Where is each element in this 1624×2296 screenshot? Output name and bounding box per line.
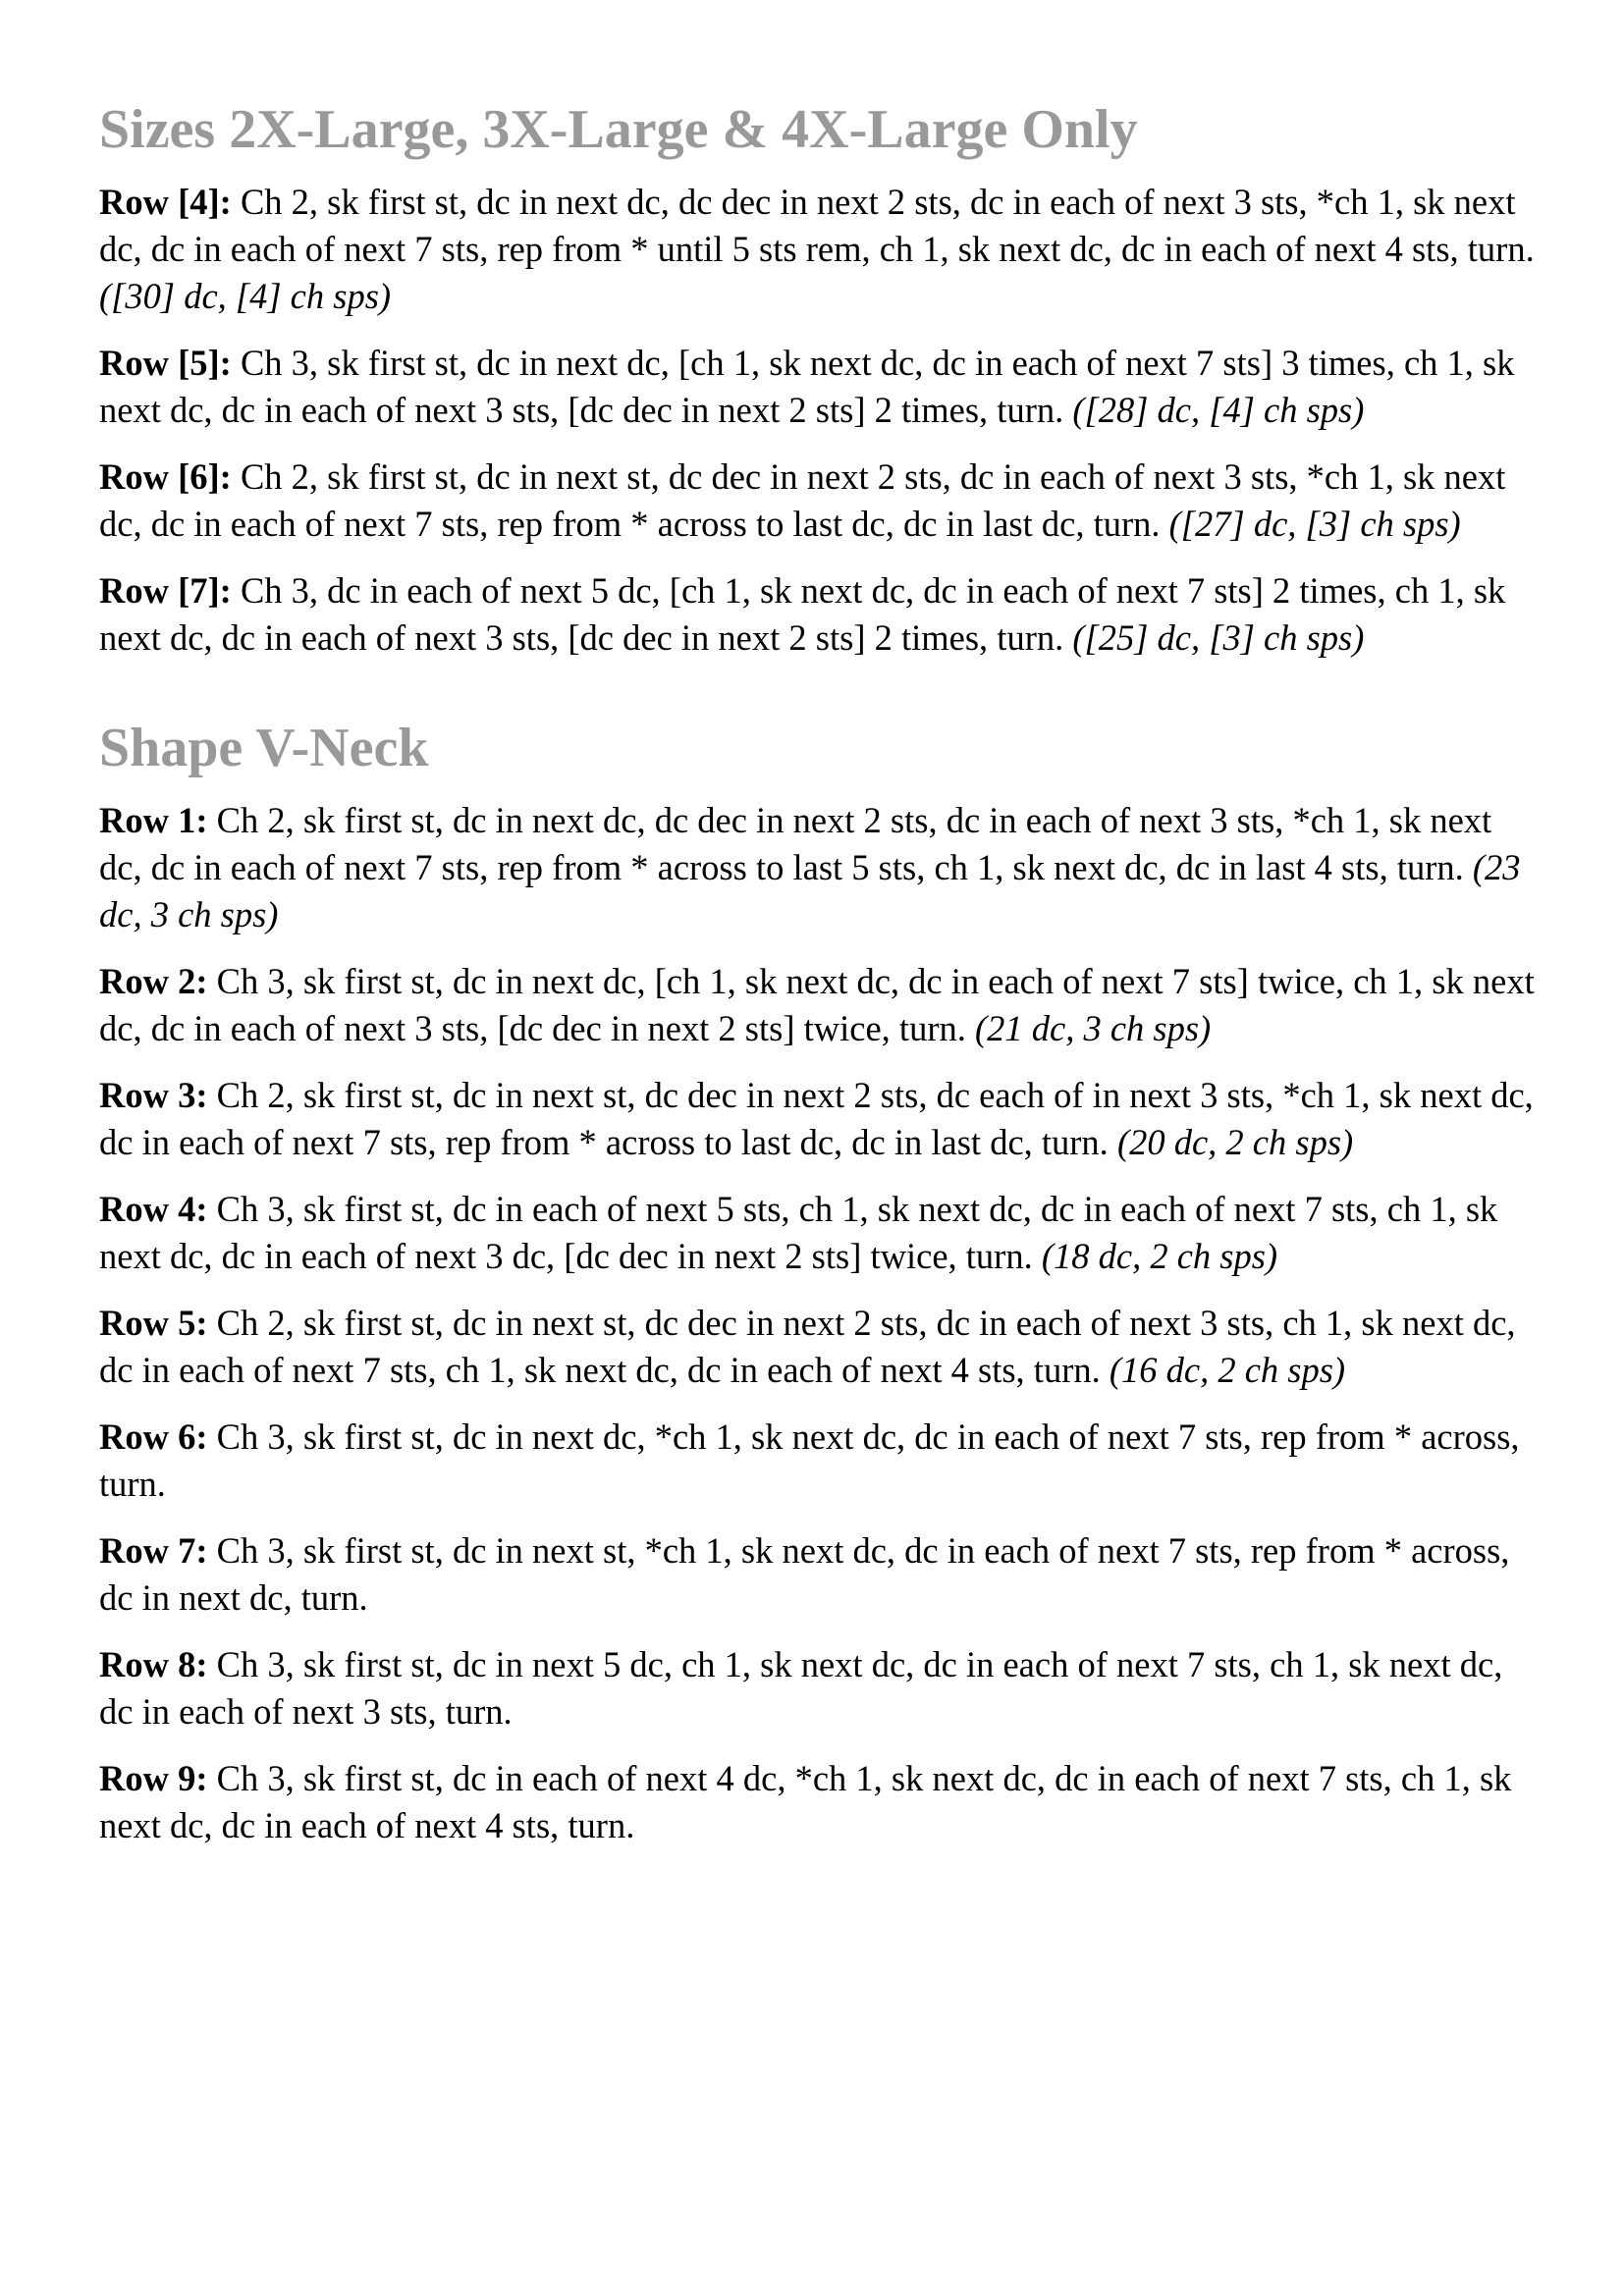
row-instructions: Ch 2, sk first st, dc in next st, dc dec in next 2 sts, dc in each of next 3 sts, *ch 1, sk next dc, dc in each of next 7 sts, rep from * across to last dc, dc in last dc, turn. [99, 456, 1506, 544]
row-label: Row 4: [99, 1189, 208, 1229]
row-label: Row 6: [99, 1416, 208, 1457]
row-label: Row 3: [99, 1075, 208, 1115]
row-stitch-count: ([25] dc, [3] ch sps) [1072, 617, 1365, 658]
row-instructions: Ch 3, sk first st, dc in each of next 5 sts, ch 1, sk next dc, dc in each of next 7 sts, ch 1, sk next dc, dc in each of next 3 dc, [dc dec in next 2 sts] twice, turn. [99, 1189, 1498, 1276]
row-instructions: Ch 3, sk first st, dc in next st, *ch 1, sk next dc, dc in each of next 7 sts, rep from * across, dc in next dc, turn. [99, 1530, 1510, 1618]
pattern-row [99, 1641, 1543, 1735]
row-instructions: Ch 3, sk first st, dc in next dc, *ch 1, sk next dc, dc in each of next 7 sts, rep from * across, turn. [99, 1416, 1520, 1504]
pattern-row [99, 797, 1543, 938]
row-label: Row 2: [99, 961, 208, 1001]
row-instructions: Ch 3, sk first st, dc in next 5 dc, ch 1, sk next dc, dc in each of next 7 sts, ch 1, sk next dc, dc in each of next 3 sts, turn. [99, 1644, 1503, 1732]
row-stitch-count: ([30] dc, [4] ch sps) [99, 276, 392, 316]
row-instructions: Ch 3, sk first st, dc in next dc, [ch 1, sk next dc, dc in each of next 7 sts] twice, ch 1, sk next dc, dc in each of next 3 sts, [dc dec in next 2 sts] twice, turn. [99, 961, 1535, 1048]
pattern-row [99, 454, 1543, 548]
row-label: Row [6]: [99, 456, 232, 497]
row-instructions: Ch 3, dc in each of next 5 dc, [ch 1, sk next dc, dc in each of next 7 sts] 2 times, ch 1, sk next dc, dc in each of next 3 sts, [dc dec in next 2 sts] 2 times, turn. [99, 570, 1506, 658]
pattern-row [99, 1186, 1543, 1280]
pattern-row [99, 179, 1543, 320]
row-stitch-count: ([28] dc, [4] ch sps) [1072, 390, 1365, 430]
pattern-row [99, 1755, 1543, 1849]
row-stitch-count: (23 dc, 3 ch sps) [99, 847, 1521, 934]
pattern-row [99, 1414, 1543, 1508]
row-instructions: Ch 2, sk first st, dc in next dc, dc dec in next 2 sts, dc in each of next 3 sts, *ch 1, sk next dc, dc in each of next 7 sts, rep from * across to last 5 sts, ch 1, sk next dc, dc in last 4 sts, turn. [99, 800, 1492, 887]
pattern-row [99, 1300, 1543, 1394]
row-instructions: Ch 2, sk first st, dc in next st, dc dec in next 2 sts, dc in each of next 3 sts, ch 1, sk next dc, dc in each of next 7 sts, ch 1, sk next dc, dc in each of next 4 sts, turn. [99, 1303, 1516, 1390]
section-heading: Shape V-Neck [99, 718, 429, 778]
row-label: Row 9: [99, 1758, 208, 1798]
row-instructions: Ch 3, sk first st, dc in each of next 4 dc, *ch 1, sk next dc, dc in each of next 7 sts, ch 1, sk next dc, dc in each of next 4 sts, turn. [99, 1758, 1512, 1845]
row-instructions: Ch 2, sk first st, dc in next st, dc dec in next 2 sts, dc each of in next 3 sts, *ch 1, sk next dc, dc in each of next 7 sts, rep from * across to last dc, dc in last dc, turn. [99, 1075, 1534, 1162]
document-page [99, 94, 1543, 1869]
row-stitch-count: (21 dc, 3 ch sps) [974, 1008, 1212, 1048]
pattern-row [99, 1527, 1543, 1622]
row-label: Row [7]: [99, 570, 232, 611]
row-stitch-count: (18 dc, 2 ch sps) [1041, 1236, 1278, 1276]
pattern-row [99, 340, 1543, 434]
row-stitch-count: ([27] dc, [3] ch sps) [1168, 504, 1461, 544]
pattern-row [99, 567, 1543, 662]
row-label: Row 8: [99, 1644, 208, 1684]
row-label: Row [4]: [99, 182, 232, 222]
row-label: Row 7: [99, 1530, 208, 1571]
row-label: Row 1: [99, 800, 208, 840]
section-heading: Sizes 2X-Large, 3X-Large & 4X-Large Only [99, 99, 1138, 160]
pattern-row [99, 1072, 1543, 1166]
pattern-row [99, 958, 1543, 1052]
row-instructions: Ch 3, sk first st, dc in next dc, [ch 1, sk next dc, dc in each of next 7 sts] 3 times, ch 1, sk next dc, dc in each of next 3 sts, [dc dec in next 2 sts] 2 times, turn. [99, 343, 1515, 430]
row-instructions: Ch 2, sk first st, dc in next dc, dc dec in next 2 sts, dc in each of next 3 sts, *ch 1, sk next dc, dc in each of next 7 sts, rep from * until 5 sts rem, ch 1, sk next dc, dc in each of next 4 sts, turn. [99, 182, 1535, 269]
row-stitch-count: (20 dc, 2 ch sps) [1116, 1122, 1354, 1162]
row-stitch-count: (16 dc, 2 ch sps) [1109, 1350, 1346, 1390]
row-label: Row 5: [99, 1303, 208, 1343]
row-label: Row [5]: [99, 343, 232, 383]
